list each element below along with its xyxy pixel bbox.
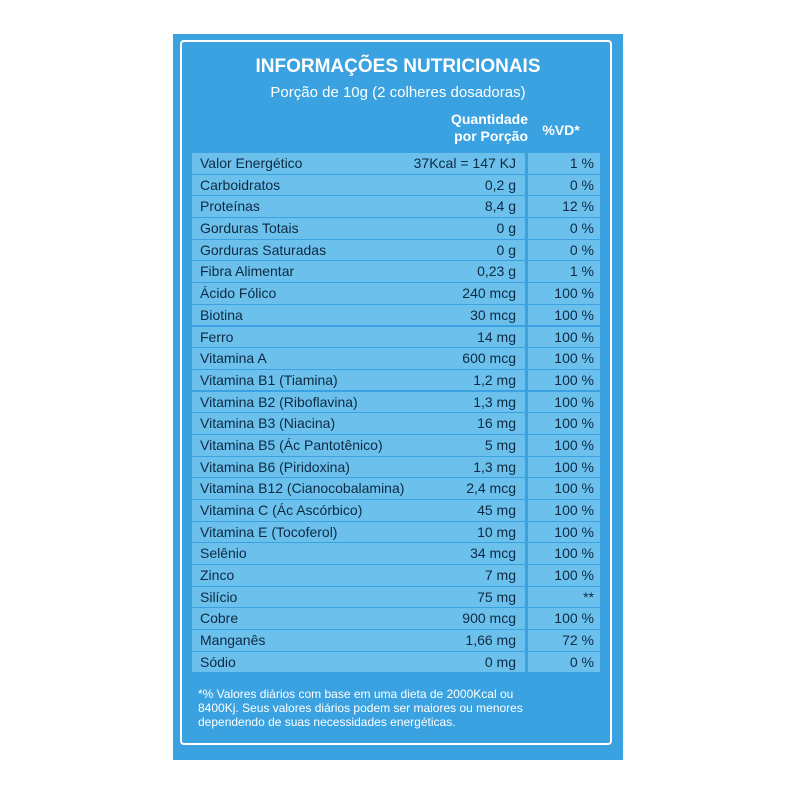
column-divider [525, 261, 528, 282]
nutrient-name: Biotina [200, 306, 243, 323]
nutrient-daily-value: 100 % [554, 306, 594, 323]
nutrient-name: Vitamina E (Tocoferol) [200, 523, 338, 540]
nutrient-row [192, 327, 600, 348]
nutrient-row [192, 240, 600, 261]
nutrient-row [192, 413, 600, 434]
column-divider [525, 240, 528, 261]
nutrient-row [192, 630, 600, 651]
column-header-quantity [410, 111, 528, 145]
nutrient-row [192, 348, 600, 369]
column-divider [525, 457, 528, 478]
column-divider [525, 305, 528, 326]
nutrient-name: Proteínas [200, 198, 260, 215]
nutrient-row [192, 218, 600, 239]
nutrient-name: Selênio [200, 545, 247, 562]
nutrient-table [192, 153, 600, 674]
nutrient-daily-value: 1 % [569, 155, 594, 171]
nutrient-daily-value: 100 % [554, 371, 594, 388]
nutrient-daily-value: 100 % [554, 415, 594, 432]
nutrient-name: Zinco [200, 567, 235, 584]
column-divider [525, 153, 528, 174]
nutrient-daily-value: 100 % [554, 328, 594, 345]
column-divider [525, 327, 528, 348]
column-header-quantity-line2: por Porção [454, 128, 528, 144]
nutrient-row [192, 261, 600, 282]
nutrient-row [192, 565, 600, 586]
nutrient-daily-value: 0 % [569, 220, 594, 237]
nutrient-daily-value: 100 % [554, 480, 594, 497]
nutrient-quantity: 0 mg [484, 653, 516, 670]
nutrient-daily-value: 100 % [554, 436, 594, 453]
nutrient-row [192, 370, 600, 391]
nutrient-quantity: 240 mcg [462, 285, 516, 302]
nutrient-row [192, 587, 600, 608]
column-header-vd: %VD* [542, 122, 580, 138]
nutrient-daily-value: 100 % [554, 545, 594, 562]
nutrient-name: Valor Energético [200, 155, 303, 171]
column-divider [525, 413, 528, 434]
label-subtitle: Porção de 10g (2 colheres dosadoras) [270, 84, 526, 101]
nutrient-quantity: 1,66 mg [465, 632, 516, 649]
nutrient-name: Carboidratos [200, 176, 281, 193]
nutrient-quantity: 10 mg [477, 523, 516, 540]
nutrient-row [192, 457, 600, 478]
nutrient-quantity: 75 mg [477, 588, 516, 605]
nutrient-quantity: 8,4 g [484, 198, 516, 215]
nutrient-name: Sódio [200, 653, 236, 670]
nutrient-row [192, 153, 600, 174]
nutrient-row [192, 175, 600, 196]
footnote [198, 687, 596, 729]
nutrient-row [192, 283, 600, 304]
nutrient-quantity: 1,3 mg [473, 393, 516, 410]
nutrient-name: Vitamina B12 (Cianocobalamina) [200, 480, 405, 497]
nutrient-daily-value: 12 % [562, 198, 594, 215]
column-divider [525, 283, 528, 304]
column-divider [525, 370, 528, 391]
nutrient-row [192, 196, 600, 217]
nutrient-row [192, 608, 600, 629]
column-divider [525, 608, 528, 629]
column-header-quantity-line1: Quantidade [450, 111, 528, 127]
nutrient-name: Manganês [200, 632, 266, 649]
nutrient-quantity: 16 mg [477, 415, 516, 432]
nutrient-daily-value: 0 % [569, 241, 594, 258]
nutrient-daily-value: 100 % [554, 458, 594, 475]
column-divider [525, 196, 528, 217]
nutrient-row [192, 522, 600, 543]
nutrient-quantity: 30 mcg [470, 306, 516, 323]
nutrient-row [192, 305, 600, 326]
nutrient-quantity: 14 mg [477, 328, 516, 345]
nutrient-row [192, 392, 600, 413]
nutrient-quantity: 1,3 mg [473, 458, 516, 475]
nutrient-quantity: 0,2 g [484, 176, 516, 193]
column-divider [525, 392, 528, 413]
nutrient-name: Vitamina B3 (Niacina) [200, 415, 336, 432]
nutrient-name: Fibra Alimentar [200, 263, 295, 280]
column-divider [525, 218, 528, 239]
column-divider [525, 435, 528, 456]
nutrient-daily-value: 100 % [554, 610, 594, 627]
nutrient-daily-value: 100 % [554, 567, 594, 584]
label-title: INFORMAÇÕES NUTRICIONAIS [255, 56, 541, 77]
nutrient-quantity: 0 g [496, 220, 516, 237]
nutrient-name: Vitamina B5 (Ác Pantotênico) [200, 436, 383, 453]
column-divider [525, 630, 528, 651]
nutrient-row [192, 478, 600, 499]
nutrient-daily-value: 100 % [554, 285, 594, 302]
nutrient-daily-value: 100 % [554, 393, 594, 410]
column-divider [525, 587, 528, 608]
nutrient-quantity: 2,4 mcg [466, 480, 516, 497]
nutrient-name: Vitamina B6 (Piridoxina) [200, 458, 350, 475]
nutrient-name: Gorduras Totais [200, 220, 299, 237]
nutrient-name: Silício [200, 588, 238, 605]
nutrient-quantity: 600 mcg [462, 350, 516, 367]
nutrient-daily-value: 100 % [554, 523, 594, 540]
column-divider [525, 175, 528, 196]
nutrient-name: Vitamina C (Ác Ascórbico) [200, 502, 363, 518]
nutrient-name: Vitamina A [200, 350, 267, 367]
nutrient-daily-value: 0 % [569, 176, 594, 193]
nutrient-quantity: 34 mcg [470, 545, 516, 562]
footnote-line3: dependendo de suas necessidades energéticas. [198, 715, 456, 729]
nutrient-row [192, 543, 600, 564]
nutrient-quantity: 45 mg [477, 502, 516, 518]
nutrient-name: Cobre [200, 610, 239, 627]
column-divider [525, 500, 528, 521]
column-divider [525, 522, 528, 543]
nutrient-quantity: 0,23 g [477, 263, 516, 280]
nutrient-quantity: 1,2 mg [473, 371, 516, 388]
column-divider [525, 652, 528, 673]
nutrient-name: Ferro [200, 328, 234, 345]
nutrient-row [192, 435, 600, 456]
nutrient-daily-value: 72 % [562, 632, 594, 649]
nutrient-name: Vitamina B2 (Riboflavina) [200, 393, 358, 410]
column-divider [525, 348, 528, 369]
column-divider [525, 478, 528, 499]
nutrient-row [192, 500, 600, 521]
nutrient-name: Gorduras Saturadas [200, 241, 327, 258]
nutrient-name: Vitamina B1 (Tiamina) [200, 371, 338, 388]
column-divider [525, 543, 528, 564]
nutrient-name: Ácido Fólico [200, 285, 277, 302]
nutrient-quantity: 0 g [496, 241, 516, 258]
nutrient-daily-value: 1 % [569, 263, 594, 280]
nutrient-quantity: 37Kcal = 147 KJ [413, 155, 516, 171]
nutrient-daily-value: 100 % [554, 502, 594, 518]
nutrient-daily-value: ** [583, 588, 594, 605]
nutrient-daily-value: 100 % [554, 350, 594, 367]
nutrient-quantity: 900 mcg [462, 610, 516, 627]
nutrient-quantity: 5 mg [484, 436, 516, 453]
footnote-line2: 8400Kj. Seus valores diários podem ser maiores ou menores [198, 701, 523, 715]
nutrient-quantity: 7 mg [484, 567, 516, 584]
nutrient-row [192, 652, 600, 673]
column-divider [525, 565, 528, 586]
nutrient-daily-value: 0 % [569, 653, 594, 670]
footnote-line1: *% Valores diários com base em uma dieta de 2000Kcal ou [198, 687, 514, 701]
